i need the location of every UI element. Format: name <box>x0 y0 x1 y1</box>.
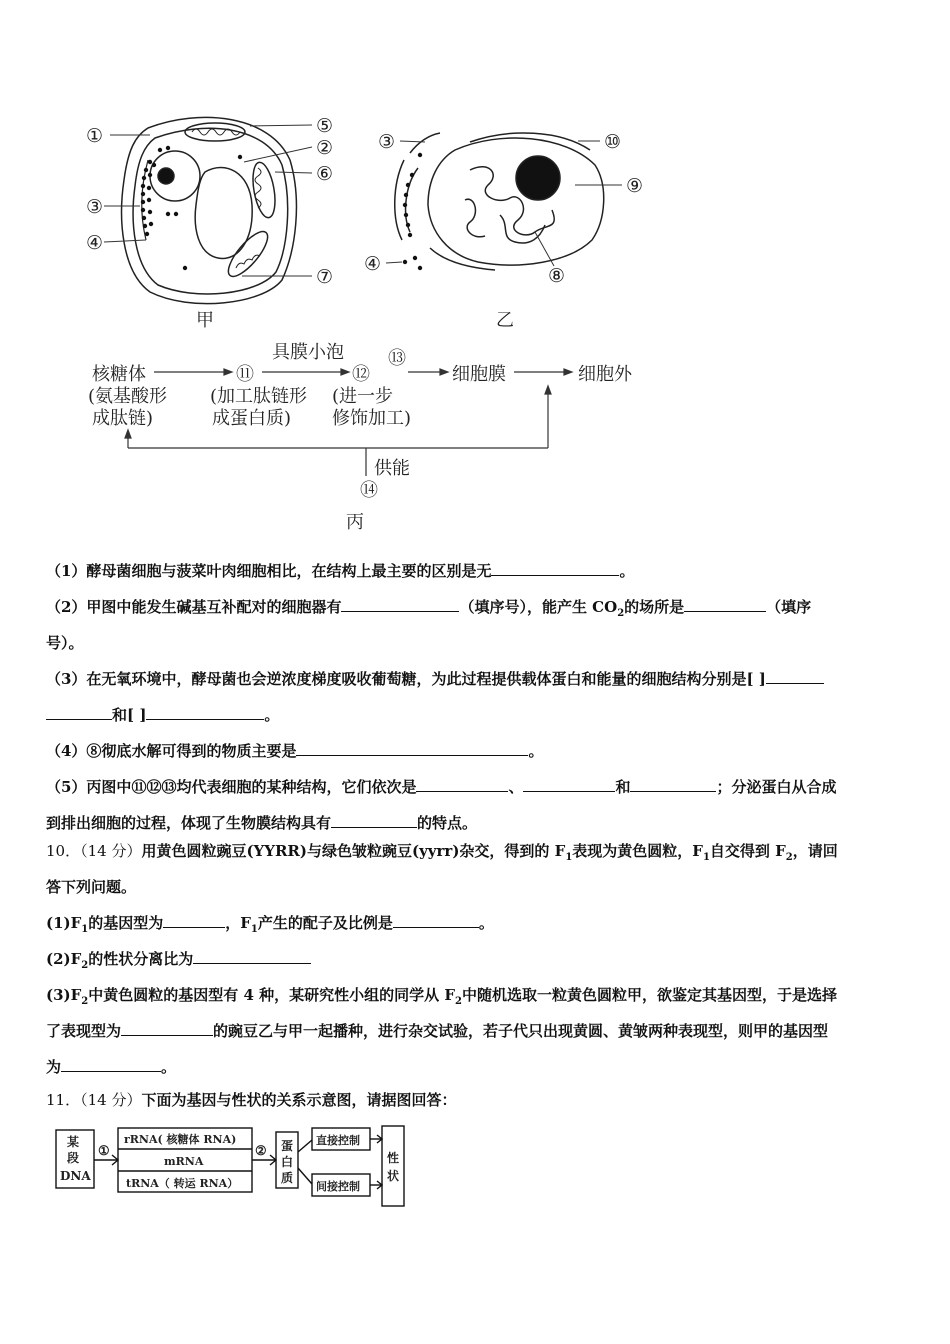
flow-membrane: 细胞膜 <box>452 364 506 385</box>
cell-markers <box>86 115 643 288</box>
answer-blank[interactable] <box>296 738 528 756</box>
flow-n11-note2: 成蛋白质) <box>212 408 292 429</box>
label-bing: 丙 <box>346 512 364 533</box>
flow-n14: ⑭ <box>360 480 378 501</box>
marker-6: ⑥ <box>316 163 334 185</box>
step-2: ② <box>255 1144 267 1159</box>
q9-part2-cont: 号）。 <box>46 634 84 652</box>
indirect-control: 间接控制 <box>316 1180 360 1193</box>
q10-part1: $(1)F_1$的基因型为 ，$F_1$产生的配子及比例是 。 <box>46 905 908 941</box>
mrna-label: mRNA <box>164 1155 204 1168</box>
marker-5: ⑤ <box>316 115 334 137</box>
question-11 <box>46 1082 908 1118</box>
marker-1: ① <box>86 125 104 147</box>
q10-stem: 10．（14 分）用黄色圆粒豌豆(YYRR)与绿色皱粒豌豆(yyrr)杂交，得到的 $F_1$表现为黄色圆粒，$F_1$自交得到 $F_2$，请回 <box>46 842 838 863</box>
marker-3b: ③ <box>378 131 396 153</box>
answer-blank[interactable] <box>146 702 264 720</box>
label-jia: 甲 <box>196 310 214 331</box>
q9-part3: （3）在无氧环境中，酵母菌也会逆浓度梯度吸收葡萄糖，为此过程提供载体蛋白和能量的细胞结构分别是[ ] <box>46 661 908 697</box>
trait-label-2: 状 <box>387 1169 400 1183</box>
q9-part4: （4）⑧彻底水解可得到的物质主要是 。 <box>46 733 908 769</box>
answer-blank[interactable] <box>630 774 716 792</box>
marker-10: ⑩ <box>604 131 622 153</box>
question-9 <box>46 553 908 841</box>
rrna-label: rRNA( 核糖体 RNA) <box>124 1133 237 1146</box>
marker-3: ③ <box>86 196 104 218</box>
flow-n12-note2: 修饰加工) <box>332 408 412 429</box>
flow-n12: ⑫ <box>352 364 370 385</box>
flow-ribosome: 核糖体 <box>92 364 146 385</box>
marker-4b: ④ <box>364 253 382 275</box>
answer-blank[interactable] <box>491 558 619 576</box>
question-10 <box>46 833 908 1085</box>
q10-part3-cont: 了表现型为 的豌豆乙与甲一起播种，进行杂交试验，若子代只出现黄圆、黄皱两种表现型，则甲的基因型 <box>46 1013 908 1049</box>
jia-ribosomes <box>141 146 242 270</box>
dna-label-3: DNA <box>60 1169 91 1183</box>
answer-blank[interactable] <box>523 774 615 792</box>
q9-part3-cont: 和[ ] 。 <box>46 697 908 733</box>
flow-n12-note1: (进一步 <box>332 386 394 407</box>
flow-bing <box>88 342 633 533</box>
marker-7: ⑦ <box>316 266 334 288</box>
q9-part5: （5）丙图中⑪⑫⑬均代表细胞的某种结构，它们依次是 、 和 ；分泌蛋白从合成 <box>46 769 908 805</box>
flow-ribosome-note1: (氨基酸形 <box>88 386 168 407</box>
step-1: ① <box>98 1144 110 1159</box>
q10-part3: $(3)F_2$中黄色圆粒的基因型有 4 种，某研究性小组的同学从 $F_2$中随机选取一粒黄色圆粒甲，欲鉴定其基因型，于是选择 <box>46 986 837 1007</box>
flow-n11-note1: (加工肽链形 <box>210 386 308 407</box>
answer-blank[interactable] <box>163 910 225 928</box>
answer-blank[interactable] <box>331 810 417 828</box>
cell-diagrams <box>0 0 950 540</box>
answer-blank[interactable] <box>61 1054 161 1072</box>
protein-label-1: 蛋 <box>281 1139 294 1153</box>
flow-ribosome-note2: 成肽链) <box>92 408 154 429</box>
flow-vesicle: 具膜小泡 <box>272 342 344 363</box>
answer-blank[interactable] <box>416 774 508 792</box>
protein-label-2: 白 <box>281 1155 294 1169</box>
flow-n13: ⑬ <box>388 348 406 369</box>
trait-box <box>382 1126 404 1206</box>
answer-blank[interactable] <box>684 594 766 612</box>
answer-blank[interactable] <box>393 910 479 928</box>
dna-label-2: 段 <box>67 1151 80 1165</box>
answer-blank[interactable] <box>766 666 824 684</box>
flow-outside: 细胞外 <box>578 364 632 385</box>
marker-4: ④ <box>86 232 104 254</box>
q10-stem-cont: 答下列问题。 <box>46 878 137 896</box>
flow-energy: 供能 <box>374 458 410 479</box>
q10-part2: $(2)F_2$的性状分离比为 <box>46 941 908 977</box>
direct-control: 直接控制 <box>316 1134 360 1147</box>
flow-n11: ⑪ <box>236 364 254 385</box>
cell-yi <box>395 133 604 270</box>
marker-2: ② <box>316 137 334 159</box>
q10-part3-end: 为 。 <box>46 1049 908 1085</box>
answer-blank[interactable] <box>46 702 112 720</box>
dna-label-1: 某 <box>67 1135 80 1149</box>
gene-trait-diagram <box>50 1122 410 1212</box>
marker-9: ⑨ <box>626 175 644 197</box>
trna-label: tRNA（ 转运 RNA） <box>126 1177 239 1190</box>
q9-part1: （1）酵母菌细胞与菠菜叶肉细胞相比，在结构上最主要的区别是无 。 <box>46 553 908 589</box>
q9-part2: （2）甲图中能发生碱基互补配对的细胞器有 （填序号），能产生 $CO_2$的场所是 （填序 <box>46 589 908 625</box>
answer-blank[interactable] <box>121 1018 213 1036</box>
q11-stem: 11．（14 分）下面为基因与性状的关系示意图，请据图回答： <box>46 1091 457 1109</box>
q9-part5-cont: 到排出细胞的过程，体现了生物膜结构具有 的特点。 <box>46 805 908 841</box>
label-yi: 乙 <box>496 310 514 331</box>
answer-blank[interactable] <box>341 594 459 612</box>
trait-label-1: 性 <box>387 1151 400 1165</box>
answer-blank[interactable] <box>193 946 311 964</box>
marker-8: ⑧ <box>548 265 566 287</box>
protein-label-3: 质 <box>281 1171 294 1185</box>
